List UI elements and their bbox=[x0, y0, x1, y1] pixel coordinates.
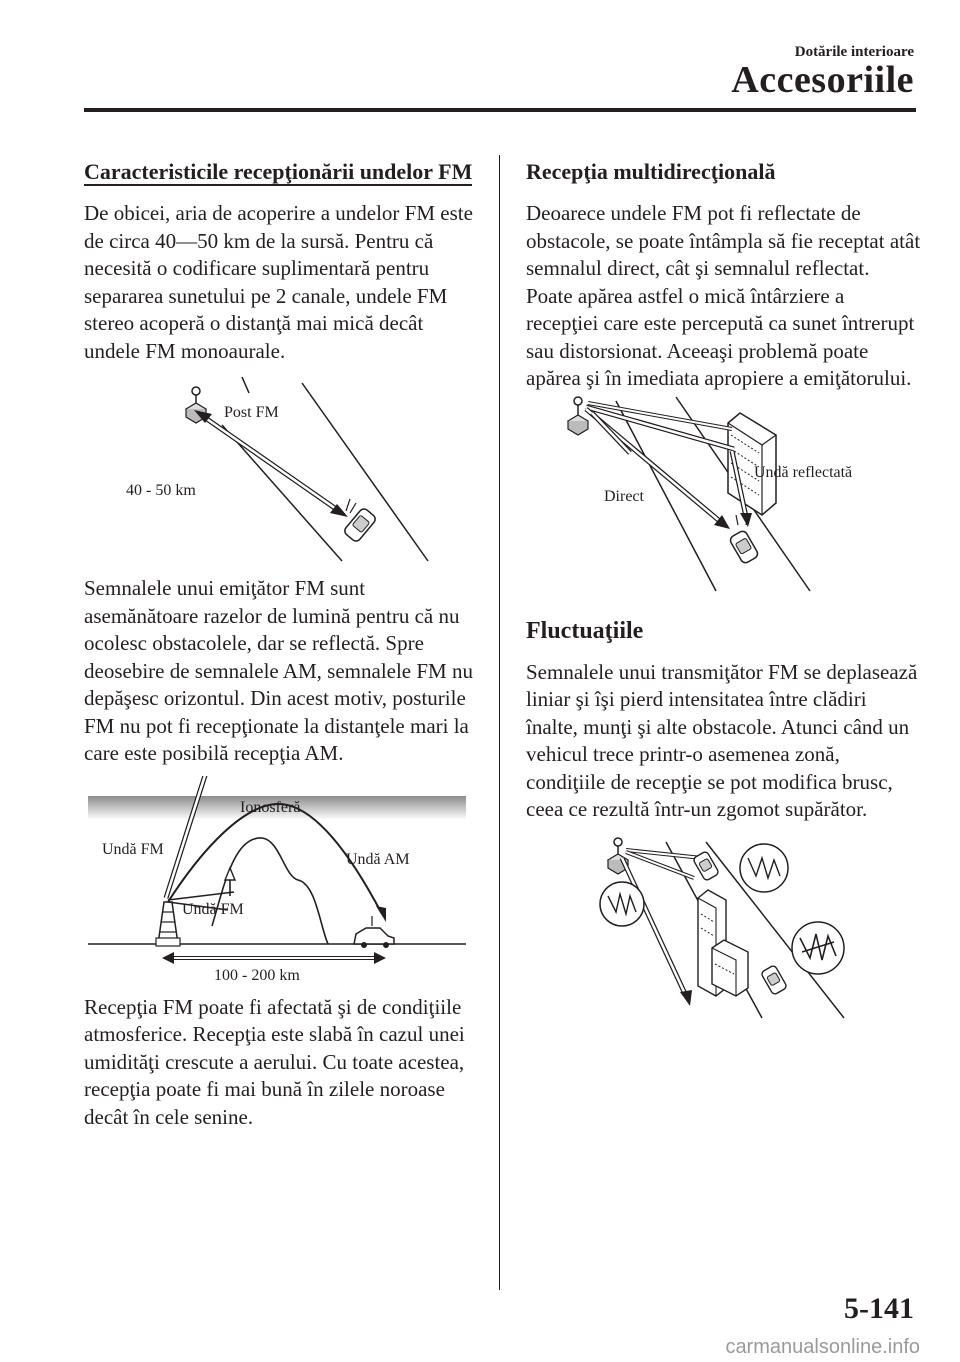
noise-bubble-icon bbox=[792, 922, 844, 974]
car-icon bbox=[693, 850, 720, 881]
ionosphere-label: Ionosferă bbox=[240, 798, 301, 816]
page-number: 5-141 bbox=[844, 1292, 914, 1325]
reflected-wave-label: Undă reflectată bbox=[754, 463, 853, 481]
noise-bubble-icon bbox=[740, 844, 788, 892]
watermark: carmanualsonline.info bbox=[725, 1336, 920, 1358]
car-icon bbox=[761, 964, 788, 995]
car-icon bbox=[729, 529, 760, 564]
fm-reception-heading: Caracteristicile recepţionării undelor FM bbox=[84, 159, 473, 184]
ionosphere-range-label: 100 - 200 km bbox=[214, 966, 300, 984]
signal-down-arrow-icon bbox=[622, 858, 692, 1006]
car-icon bbox=[343, 507, 377, 543]
running-header-title: Accesoriile bbox=[731, 59, 914, 101]
fm-range-label: 40 - 50 km bbox=[126, 482, 196, 499]
fluctuations-paragraph: Semnalele unui transmiţător FM se deplasează liniar şi îşi pierd intensitatea între clădiri înalte, munţi şi alte obstacole. Atunci când un vehicul trece printr-o asemenea zonă, condiţiile de recepţie se pot modifica brusc, ceea ce rezultă într-un zgomot supărător. bbox=[526, 659, 918, 821]
column-divider bbox=[499, 155, 500, 1290]
car-icon bbox=[354, 916, 394, 948]
direct-wave-label: Direct bbox=[604, 487, 644, 505]
right-column bbox=[526, 158, 921, 1028]
fm-wave-bottom-label: Undă FM bbox=[182, 900, 244, 918]
fluctuations-heading: Fluctuaţiile bbox=[526, 617, 644, 644]
multipath-heading: Recepţia multidirecţională bbox=[526, 159, 776, 184]
reflected-wave-arrow-icon bbox=[586, 407, 752, 527]
noise-bubble-icon bbox=[600, 882, 644, 926]
building-icon bbox=[698, 890, 748, 996]
range-double-arrow-icon bbox=[194, 410, 348, 517]
running-header-section: Dotările interioare bbox=[794, 44, 914, 60]
atmosphere-paragraph: Recepţia FM poate fi afectată şi de condiţiile atmosferice. Recepţia este slabă în cazul unei umidităţi crescute a aerului. Cu toate acestea, recepţia poate fi mai bună în zilele noroase decât în cele senine. bbox=[84, 994, 465, 1129]
fm-station-label: Post FM bbox=[224, 404, 279, 421]
fluctuations-figure bbox=[526, 828, 921, 1028]
header-rule bbox=[84, 108, 916, 112]
multipath-paragraph: Deoarece undele FM pot fi reflectate de obstacole, se poate întâmpla să fie receptat atât semnalul direct, cât şi semnalul reflectat. Poate apărea astfel o mică întârziere a recepţiei care este percepută ca sunet întrerupt sau distorsionat. Aceeaşi problemă poate apărea şi în imediata apropiere a emiţătorului. bbox=[526, 201, 921, 390]
radio-tower-icon bbox=[156, 902, 180, 946]
ionosphere-figure bbox=[84, 776, 479, 986]
range-double-arrow-icon bbox=[162, 952, 386, 964]
fm-wave-top-label: Undă FM bbox=[102, 840, 164, 858]
fm-coverage-paragraph: De obicei, aria de acoperire a undelor FM este de circa 40―50 km de la sursă. Pentru că necesită o codificare suplimentară pentru separarea sunetului pe 2 canale, undele FM stereo acoperă o distanţă mai mică decât undele FM monoaurale. bbox=[84, 201, 473, 363]
fm-station-icon bbox=[568, 397, 588, 435]
multipath-figure bbox=[526, 393, 921, 603]
fm-wave-up-arrow-icon bbox=[166, 776, 214, 898]
fm-horizon-paragraph: Semnalele unui emiţător FM sunt asemănătoare razelor de lumină pentru că nu ocolesc obstacolele, dar se reflectă. Spre deosebire de semnalele AM, semnalele FM nu depăşesc orizontul. Din acest motiv, posturile FM nu pot fi recepţionate la distanţele mari la care este posibilă recepţia AM. bbox=[84, 576, 473, 765]
am-wave-label: Undă AM bbox=[346, 850, 410, 868]
fm-station-range-figure bbox=[84, 365, 479, 565]
left-column bbox=[84, 158, 479, 1131]
